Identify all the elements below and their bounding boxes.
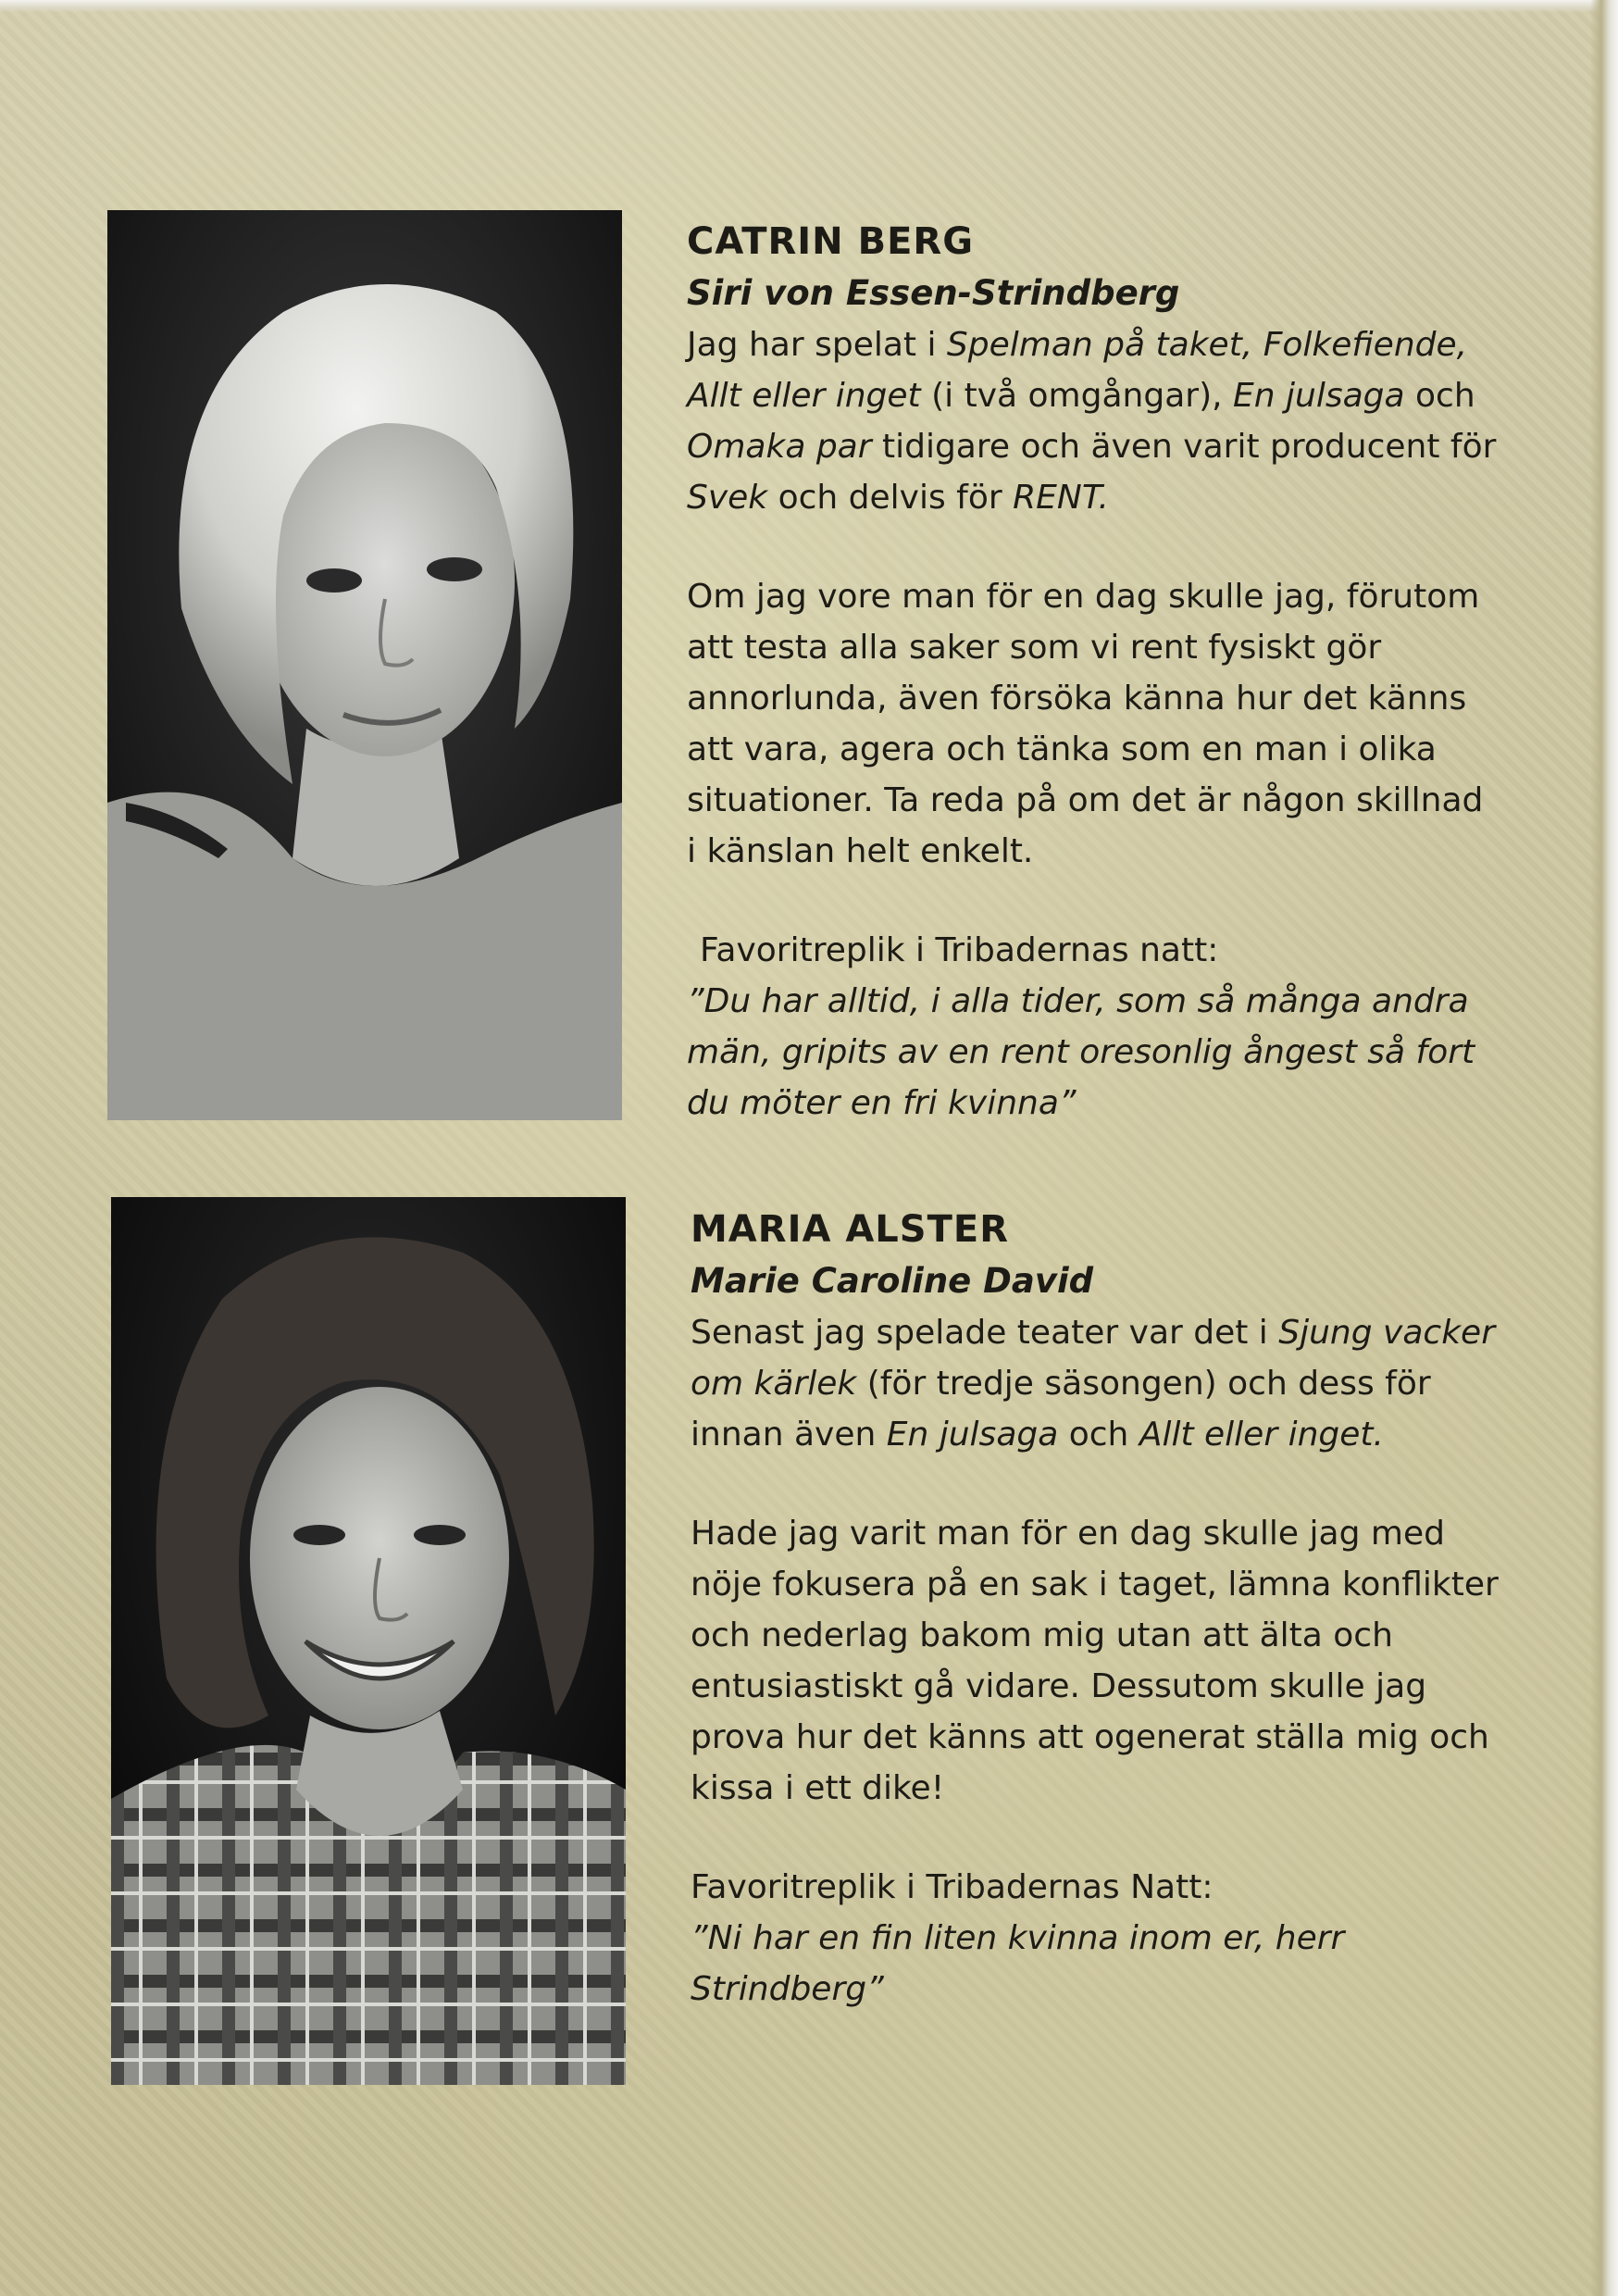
actor-name: MARIA ALSTER [691,1208,1009,1251]
favorite-line-label: Favoritreplik i Tribadernas Natt: [691,1868,1214,1906]
career-title: Svek [687,479,768,517]
actor-role: Marie Caroline David [691,1261,1094,1301]
career-text: (för tredje säsongen) och dess för innan även [691,1365,1431,1454]
catrin-berg-bio [687,216,1501,1129]
career-title: En julsaga [886,1416,1059,1454]
career-text: Jag har spelat i [687,326,947,364]
career-text: och [1404,377,1475,415]
career-text: Senast jag spelade teater var det i [691,1314,1279,1352]
career-paragraph [687,319,1501,523]
career-title: Spelman på taket, Folkefiende, Allt eller inget [687,326,1468,415]
career-text: (i två omgångar), [920,377,1233,415]
maria-alster-portrait [111,1197,626,2085]
actor-name: CATRIN BERG [687,220,975,263]
scan-top-edge [0,0,1618,13]
actor-role: Siri von Essen-Strindberg [687,273,1180,313]
favorite-line-label: Favoritreplik i Tribadernas natt: [700,931,1219,969]
career-title: Omaka par [687,428,872,466]
catrin-berg-portrait [107,210,622,1120]
career-title: Allt eller inget. [1139,1416,1384,1454]
career-text: och delvis för [767,479,1014,517]
maria-alster-bio [691,1204,1505,2015]
career-text: och [1058,1416,1139,1454]
career-paragraph [691,1307,1505,1460]
career-title: En julsaga [1233,377,1405,415]
favorite-line-quote: ”Du har alltid, i alla tider, som så många andra män, gripits av en rent oresonlig ångest så fort du möter en fri kvinna” [687,982,1475,1122]
career-title: Sjung vacker om kärlek [691,1314,1496,1403]
if-man-paragraph: Hade jag varit man för en dag skulle jag med nöje fokusera på en sak i taget, lämna konflikter och nederlag bakom mig utan att älta och entusiastiskt gå vidare. Dessutom skulle jag prova hur det känns att ogenerat ställa mig och kissa i ett dike! [691,1515,1499,1807]
scan-right-edge [1590,0,1618,2296]
career-title: RENT. [1013,479,1109,517]
favorite-line-quote: ”Ni har en fin liten kvinna inom er, herr Strindberg” [691,1919,1345,2008]
career-text: tidigare och även varit producent för [871,428,1497,466]
if-man-paragraph: Om jag vore man för en dag skulle jag, förutom att testa alla saker som vi rent fysiskt gör annorlunda, även försöka känna hur det känns att vara, agera och tänka som en man i olika situationer. Ta reda på om det är någon skillnad i känslan helt enkelt. [687,578,1484,870]
